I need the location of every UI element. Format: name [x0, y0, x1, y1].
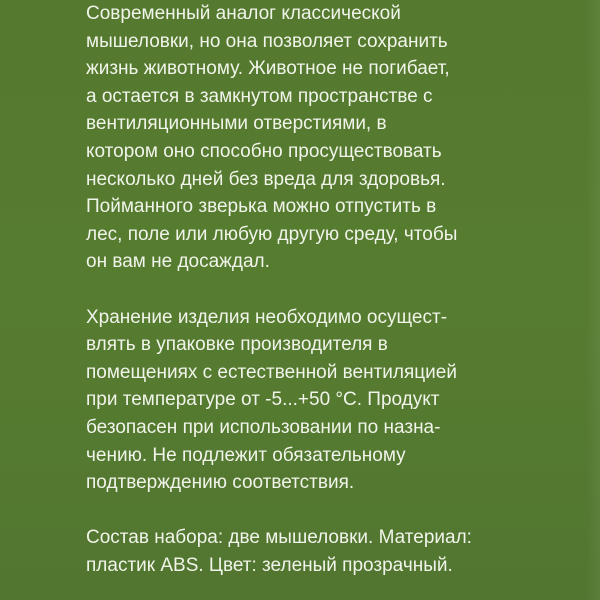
text-line: вентиляционными отверстиями, в [86, 113, 387, 135]
text-line: Состав набора: две мышеловки. Материал: [86, 527, 472, 549]
text-line: помещениях с естественной вентиляцией [86, 361, 457, 383]
text-line: подтверждению соответствия. [86, 472, 355, 494]
label-text-block [86, 0, 492, 579]
description-paragraph [86, 0, 492, 276]
storage-paragraph [86, 304, 492, 497]
text-line: несколько дней без вреда для здоровья. [86, 168, 446, 190]
package-edge [586, 0, 600, 600]
text-line: котором оно способно просуществовать [86, 140, 442, 162]
text-line: Хранение изделия необходимо осущест- [86, 306, 448, 328]
text-line: пластик ABS. Цвет: зеленый прозрачный. [86, 554, 453, 576]
text-line: жизнь животному. Животное не погибает, [86, 58, 450, 80]
text-line: при температуре от -5...+50 °С. Продукт [86, 389, 440, 411]
text-line: лес, поле или любую другую среду, чтобы [86, 223, 458, 245]
text-line: чению. Не подлежит обязательному [86, 444, 406, 466]
text-line: влять в упаковке производителя в [86, 334, 388, 356]
contents-paragraph [86, 524, 492, 579]
text-line: а остается в замкнутом пространстве с [86, 85, 433, 107]
text-line: мышеловки, но она позволяет сохранить [86, 30, 448, 52]
text-line: он вам не досаждал. [86, 251, 270, 273]
text-line: безопасен при использовании по назна- [86, 416, 441, 438]
text-line: Современный аналог классической [86, 3, 401, 24]
text-line: Пойманного зверька можно отпустить в [86, 196, 437, 218]
